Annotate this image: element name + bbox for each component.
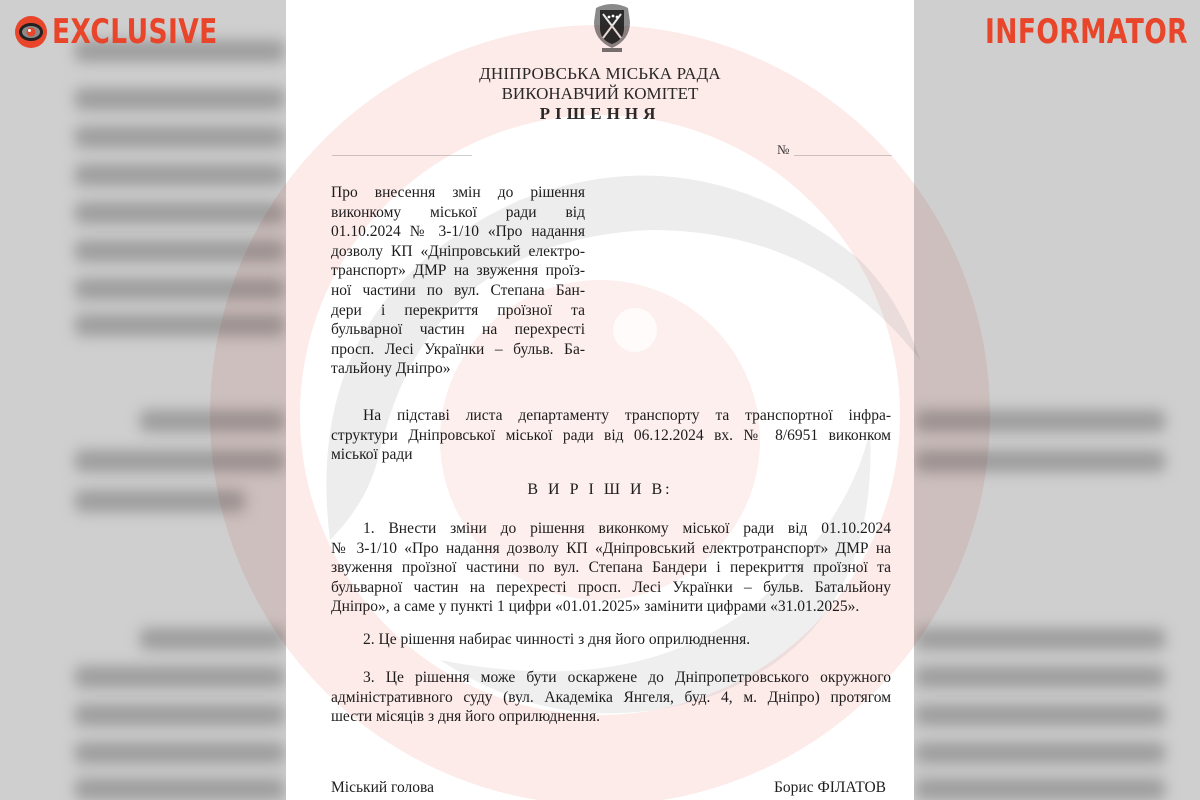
signatory-title: Міський голова [331, 779, 435, 796]
document-page [286, 0, 914, 800]
subject-line: дозволу КП «Дніпровський електро- [331, 242, 585, 260]
preamble-line: На підставі листа департаменту транспорту та транспортної інфра- [363, 407, 891, 424]
subject-line: тальйону Дніпро» [331, 360, 451, 378]
subject-line: Про внесення змін до рішення [331, 184, 585, 201]
subject-line: транспорт» ДМР на звуження проїз- [331, 262, 585, 280]
item-line: бульварної частин на перехресті просп. Лесі Українки – бульв. Батальйону [331, 578, 891, 596]
document-type-title: РІШЕННЯ [539, 104, 661, 123]
item-line: адміністративного суду (вул. Академіка Янгеля, буд. 4, м. Дніпро) протягом [331, 688, 891, 706]
item-line: 1. Внести зміни до рішення виконкому міської ради від 01.10.2024 [363, 520, 891, 537]
subject-line: ної частини по вул. Степана Бан- [331, 281, 585, 299]
item-line: звуження проїзної частини по вул. Степана Бандери і перекриття проїзної та [331, 559, 891, 577]
preamble-line: міської ради [331, 446, 413, 464]
resolved-heading: В И Р І Ш И В: [527, 481, 673, 498]
exclusive-badge: EXCLUSIVE [52, 12, 218, 52]
committee-name: ВИКОНАВЧИЙ КОМІТЕТ [501, 84, 699, 103]
decision-item-3 [331, 668, 891, 727]
item-line: 3. Це рішення може бути оскаржене до Дніпропетровського окружного [363, 669, 891, 686]
subject-line: просп. Лесі Українки – бульв. Ба- [331, 340, 585, 358]
decision-subject [331, 183, 585, 379]
number-mark: № [777, 142, 790, 157]
item-line: шести місяців з дня його оприлюднення. [331, 708, 601, 726]
preamble-line: структури Дніпровської міської ради від 06.12.2024 вх. № 8/6951 виконком [331, 426, 891, 444]
council-name: ДНІПРОВСЬКА МІСЬКА РАДА [479, 64, 721, 83]
item-line: 2. Це рішення набирає чинності з дня його оприлюднення. [363, 631, 751, 648]
coat-of-arms-icon [590, 2, 634, 54]
decision-item-2 [331, 630, 891, 650]
item-line: № 3-1/10 «Про надання дозволу КП «Дніпровський електротранспорт» ДМР на [331, 539, 891, 557]
number-line [794, 155, 892, 156]
decision-item-1 [331, 519, 891, 617]
subject-line: дери і перекриття проїзної та [331, 301, 585, 319]
preamble [331, 406, 891, 465]
subject-line: 01.10.2024 № 3-1/10 «Про надання [331, 223, 585, 241]
item-line: Дніпро», а саме у пункті 1 цифри «01.01.2025» замінити цифрами «31.01.2025». [331, 598, 860, 616]
signatory-name: Борис ФІЛАТОВ [774, 779, 886, 796]
eye-logo-icon [14, 15, 48, 49]
date-line [332, 155, 472, 156]
subject-line: виконкому міської ради від [331, 203, 585, 221]
subject-line: бульварної частин на перехресті [331, 321, 585, 339]
informator-brand: INFORMATOR [985, 12, 1188, 52]
